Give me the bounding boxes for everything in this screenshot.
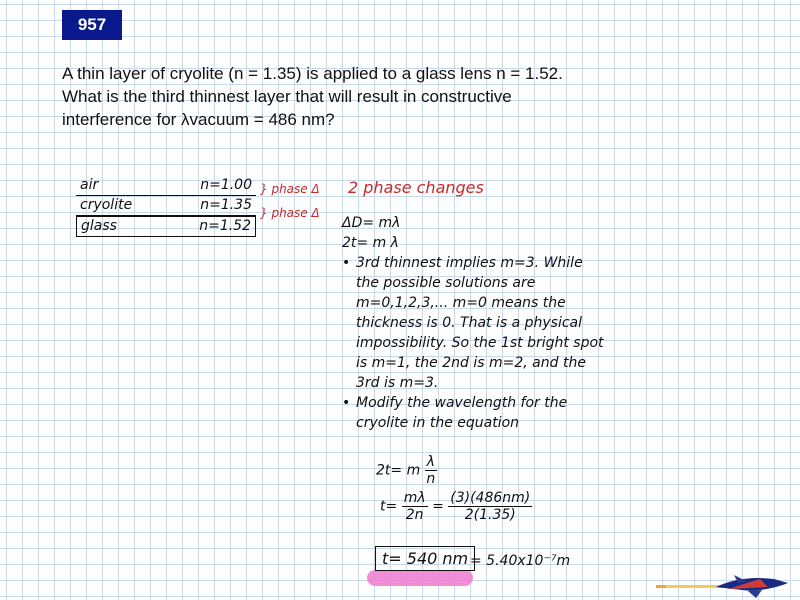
bullet-text-2 bbox=[356, 393, 567, 433]
eq4-left: t= bbox=[380, 498, 398, 515]
media-name-cryolite: cryolite bbox=[80, 197, 133, 213]
problem-line-2: What is the third thinnest layer that will result in constructive bbox=[62, 87, 512, 106]
note-line: thickness is 0. That is a physical bbox=[356, 315, 583, 331]
media-n-air: n=1.00 bbox=[200, 177, 252, 193]
bullet-third-thinnest bbox=[342, 253, 642, 393]
note-line: cryolite in the equation bbox=[356, 415, 520, 431]
fraction-m-lambda-2n bbox=[402, 490, 428, 523]
note-line: Modify the wavelength for the bbox=[356, 395, 568, 411]
phase-changes-heading: 2 phase changes bbox=[348, 178, 484, 197]
frac-den: n bbox=[426, 471, 436, 487]
eq3-left: 2t= m bbox=[376, 462, 421, 479]
media-row-cryolite bbox=[76, 196, 256, 216]
equation-solved bbox=[380, 490, 532, 523]
media-n-glass: n=1.52 bbox=[199, 218, 251, 234]
frac-num: (3)(486nm) bbox=[450, 490, 531, 506]
problem-number-badge: 957 bbox=[62, 10, 122, 40]
media-n-cryolite: n=1.35 bbox=[200, 197, 252, 213]
bullet-dot: • bbox=[342, 255, 351, 271]
answer-highlight bbox=[367, 570, 473, 586]
problem-statement bbox=[62, 62, 622, 131]
note-line: impossibility. So the 1st bright spot bbox=[356, 335, 604, 351]
frac-den: 2n bbox=[405, 507, 424, 523]
lambda-over-n bbox=[425, 454, 437, 487]
equals-sign: = bbox=[432, 498, 444, 515]
media-row-air bbox=[76, 176, 256, 196]
media-table bbox=[76, 176, 256, 237]
solution-work bbox=[342, 213, 642, 433]
phase-change-note-2: } phase Δ bbox=[260, 206, 320, 220]
rocket-logo-icon bbox=[656, 565, 796, 599]
media-row-glass bbox=[76, 216, 256, 237]
note-line: 3rd is m=3. bbox=[356, 375, 439, 391]
note-line: is m=1, the 2nd is m=2, and the bbox=[356, 355, 586, 371]
bullet-dot: • bbox=[342, 395, 351, 411]
problem-line-3: interference for λvacuum = 486 nm? bbox=[62, 110, 335, 129]
media-name-air: air bbox=[80, 177, 99, 193]
answer-scientific: = 5.40x10⁻⁷m bbox=[470, 553, 571, 569]
fraction-numeric bbox=[448, 490, 532, 523]
equation-path-difference: ΔD= mλ bbox=[342, 215, 401, 231]
bullet-modify-wavelength bbox=[342, 393, 642, 433]
phase-change-note-1: } phase Δ bbox=[260, 182, 320, 196]
media-name-glass: glass bbox=[81, 218, 117, 234]
bullet-text-1 bbox=[356, 253, 604, 393]
equation-modified bbox=[376, 454, 437, 487]
frac-den: 2(1.35) bbox=[464, 507, 516, 523]
problem-line-1: A thin layer of cryolite (n = 1.35) is applied to a glass lens n = 1.52. bbox=[62, 64, 563, 83]
frac-num: mλ bbox=[403, 490, 426, 506]
frac-num: λ bbox=[426, 454, 435, 470]
note-line: 3rd thinnest implies m=3. While bbox=[356, 255, 583, 271]
note-line: the possible solutions are bbox=[356, 275, 536, 291]
note-line: m=0,1,2,3,... m=0 means the bbox=[356, 295, 566, 311]
final-answer-box: t= 540 nm bbox=[375, 546, 475, 571]
equation-2t: 2t= m λ bbox=[342, 235, 399, 251]
